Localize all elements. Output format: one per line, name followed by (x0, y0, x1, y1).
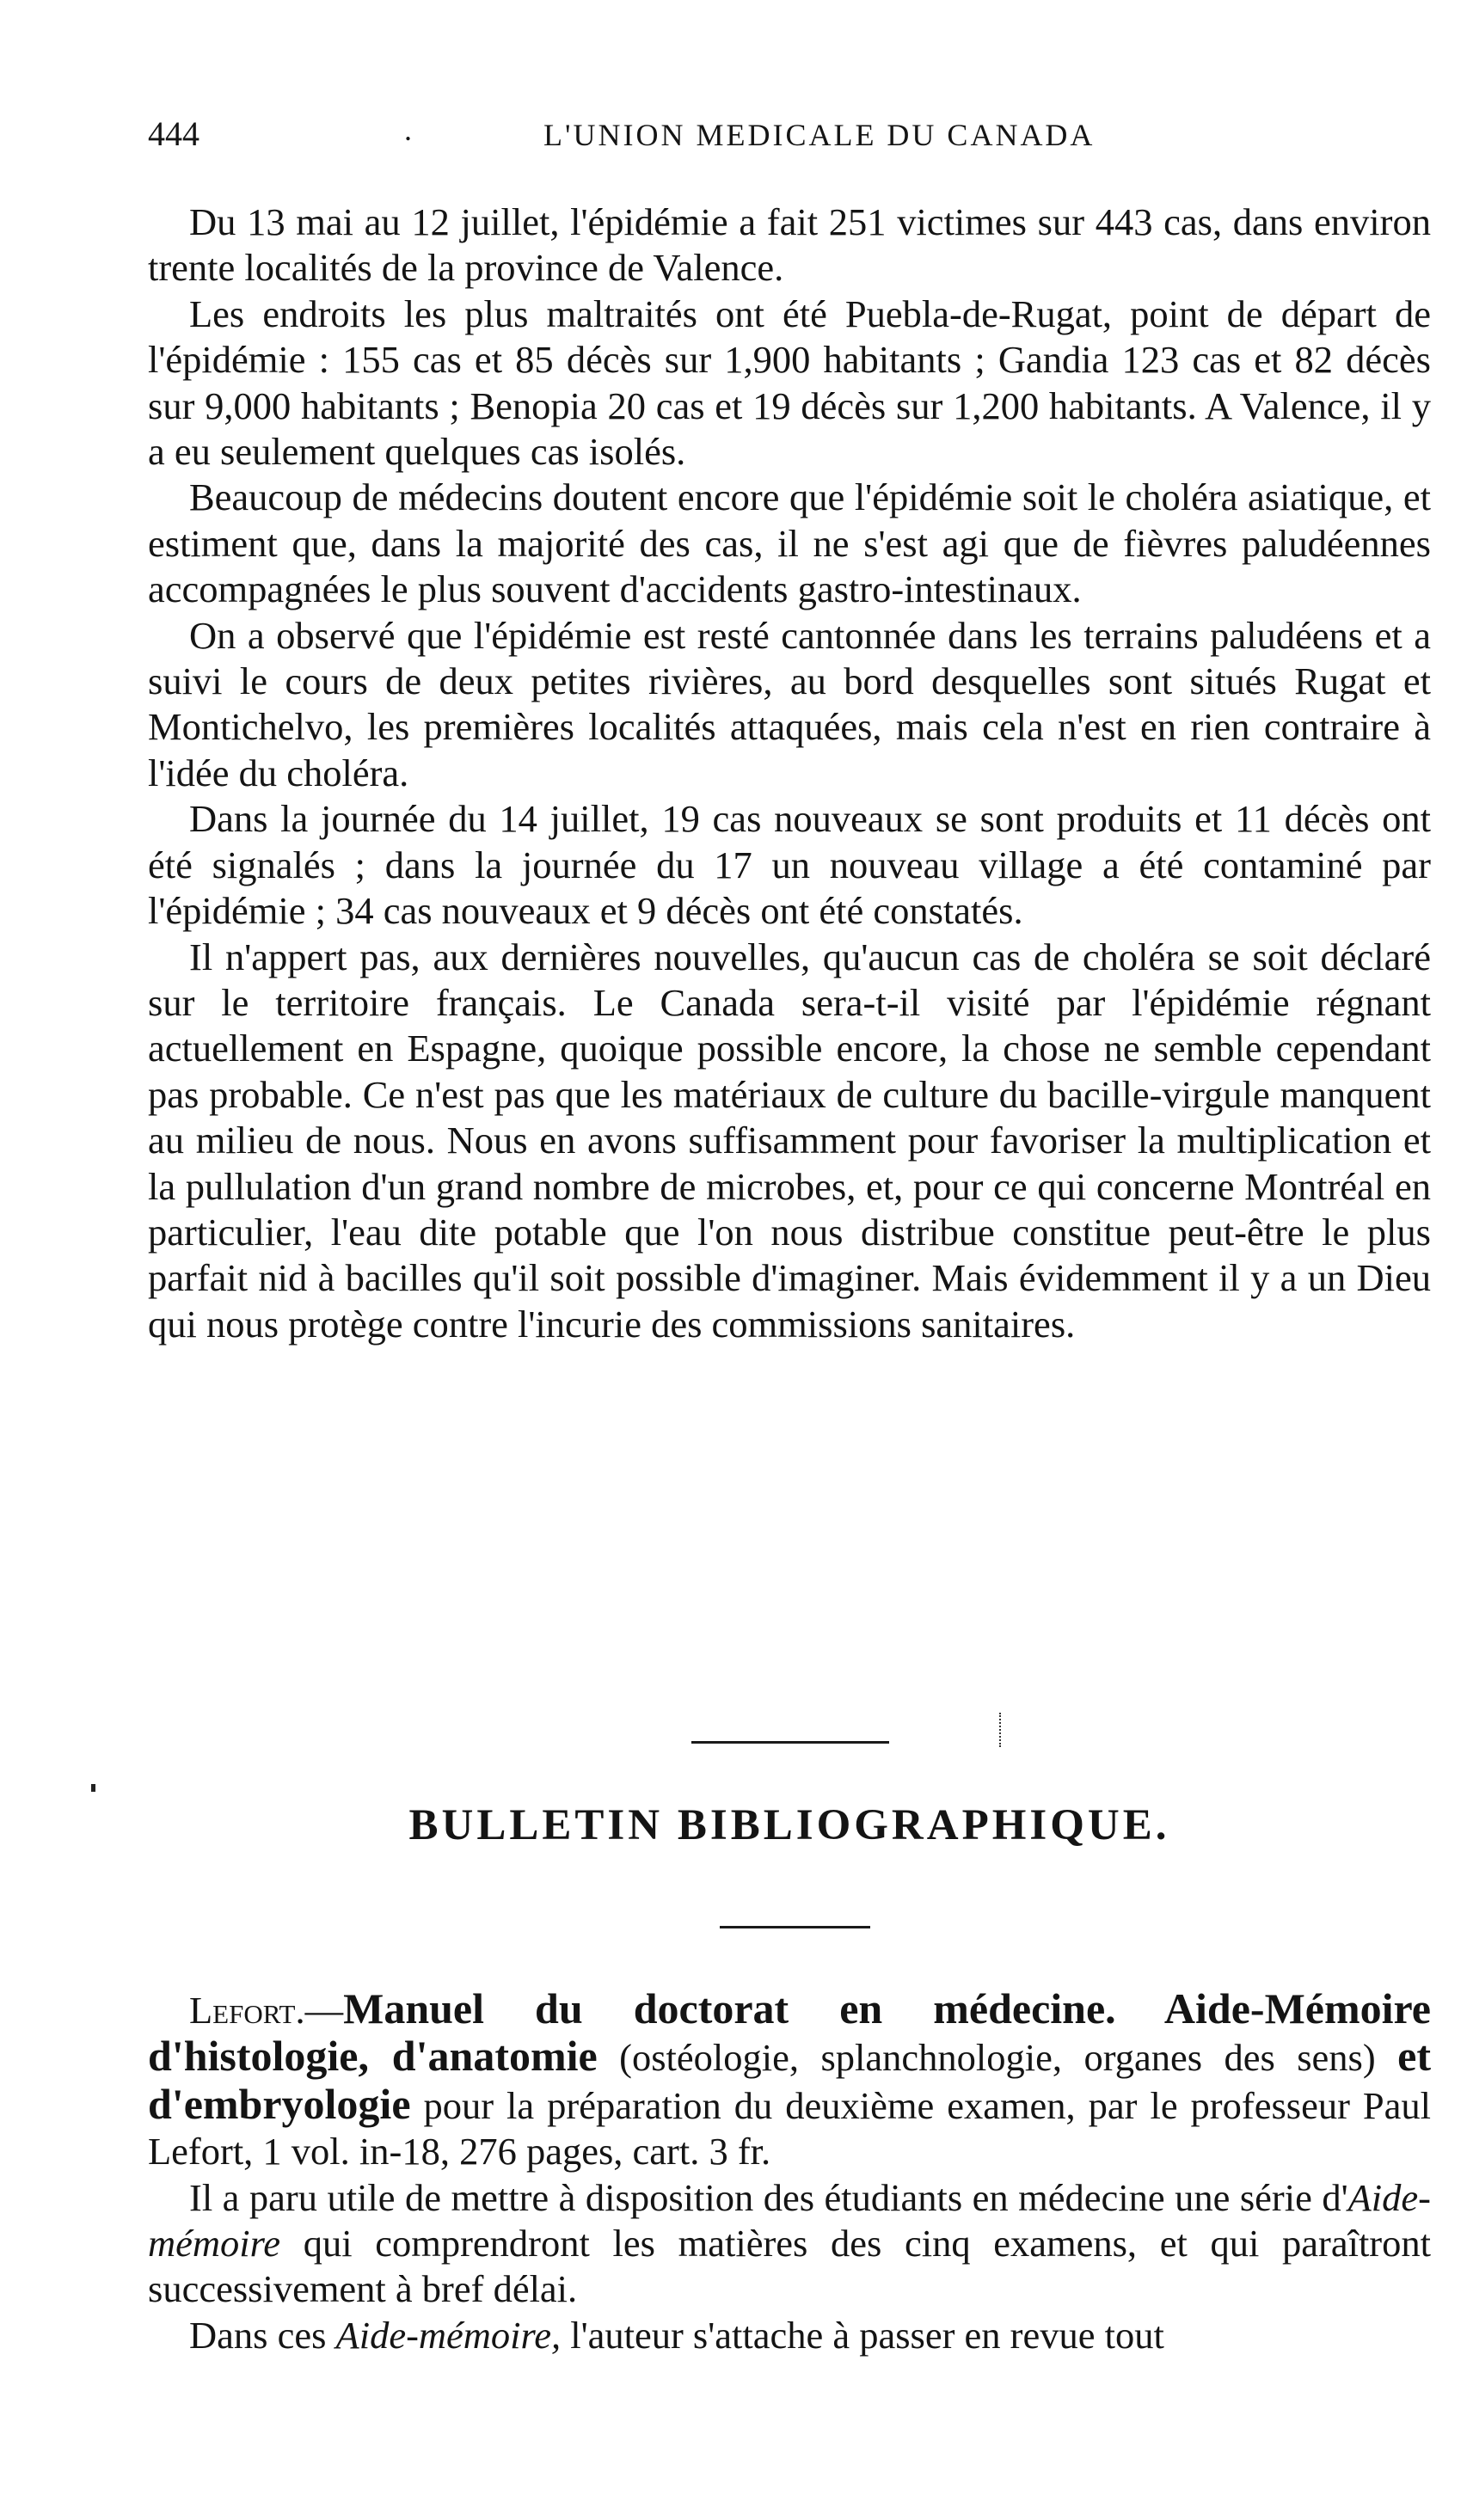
paragraph: Les endroits les plus maltraités ont été Puebla-de-Rugat, point de départ de l'épidémie : 155 cas et 85 décès sur 1,900 habitants ; Gandia 123 cas et 82 décès sur 9,000 habitants ; Benopia 20 cas et 19 décès sur 1,200 habitants. A Valence, il y a eu seulement quelques cas isolés. (148, 291, 1431, 474)
page-number: 444 (148, 114, 199, 153)
running-head-separator: . (404, 113, 414, 147)
print-artifact-dot (91, 1784, 95, 1792)
bibliography-entry (148, 1986, 1431, 2175)
paragraph: Il n'appert pas, aux dernières nouvelles, qu'aucun cas de choléra se soit déclaré sur le territoire français. Le Canada sera-t-il visité par l'épidémie régnant actuellement en Espagne, quoique possible encore, la chose ne semble cependant pas probable. Ce n'est pas que les matériaux de culture du bacille-virgule manquent au milieu de nous. Nous en avons suffisamment pour favoriser la multiplication et la pullulation d'un grand nombre de microbes, et, pour ce qui concerne Montréal en particulier, l'eau dite potable que l'on nous distribue constitue peut-être le plus parfait nid à bacilles qu'il soit possible d'imaginer. Mais évidemment il y a un Dieu qui nous protège contre l'incurie des commissions sanitaires. (148, 935, 1431, 1346)
paragraph: Dans la journée du 14 juillet, 19 cas nouveaux se sont produits et 11 décès ont été signalés ; dans la journée du 17 un nouveau village a été contaminé par l'épidémie ; 34 cas nouveaux et 9 décès ont été constatés. (148, 797, 1431, 933)
text-run: l'auteur s'attache à passer en revue tout (561, 2313, 1164, 2357)
paragraph: Du 13 mai au 12 juillet, l'épidémie a fait 251 victimes sur 443 cas, dans environ trente localités de la province de Valence. (148, 200, 1431, 290)
section-divider-top (691, 1741, 889, 1744)
paragraph (148, 2175, 1431, 2313)
paragraph: Beaucoup de médecins doutent encore que l'épidémie soit le choléra asiatique, et estiment que, dans la majorité des cas, il ne s'est agi que de fièvres paludéennes accompagnées le plus souvent d'accidents gastro-intestinaux. (148, 475, 1431, 611)
entry-title: Manuel du doctorat en médecine. Aide-Mémoire d'histologie, d'anatomie (148, 1984, 1431, 2081)
article-body (148, 199, 1431, 1347)
bibliography-section (148, 1986, 1431, 2358)
running-head (148, 113, 1431, 165)
paragraph (148, 2313, 1431, 2358)
entry-author: Lefort. (189, 1989, 305, 2032)
paragraph: On a observé que l'épidémie est resté cantonnée dans les terrains paludéens et a suivi le cours de deux petites rivières, au bord desquelles sont situés Rugat et Montichelvo, les premières localités attaquées, mais cela n'est en rien contraire à l'idée du choléra. (148, 613, 1431, 794)
emphasis-text: Aide-mémoire (148, 2175, 1431, 2266)
entry-title-rest: (ostéologie, splanchnologie, organes des sens) (597, 2036, 1398, 2080)
entry-details: pour la préparation du deuxième examen, par le professeur Paul Lefort, 1 vol. in-18, 276 pages, cart. 3 fr. (148, 2083, 1431, 2174)
text-run: Il a paru utile de mettre à disposition des étudiants en médecine une série d' (189, 2175, 1348, 2219)
document-page (148, 0, 1431, 2520)
text-run: Dans ces (189, 2313, 336, 2357)
emphasis-text: Aide-mémoire, (335, 2313, 562, 2357)
journal-title: L'UNION MEDICALE DU CANADA (543, 118, 1096, 152)
entry-title-tail: et d'embryologie (148, 2032, 1431, 2128)
section-divider-bottom (720, 1926, 870, 1928)
section-heading: BULLETIN BIBLIOGRAPHIQUE. (408, 1801, 1170, 1849)
print-artifact-mark (999, 1713, 1004, 1747)
text-run: qui comprendront les matières des cinq examens, et qui paraîtront successivement à bref délai. (148, 2222, 1431, 2311)
entry-dash: — (304, 1989, 344, 2032)
